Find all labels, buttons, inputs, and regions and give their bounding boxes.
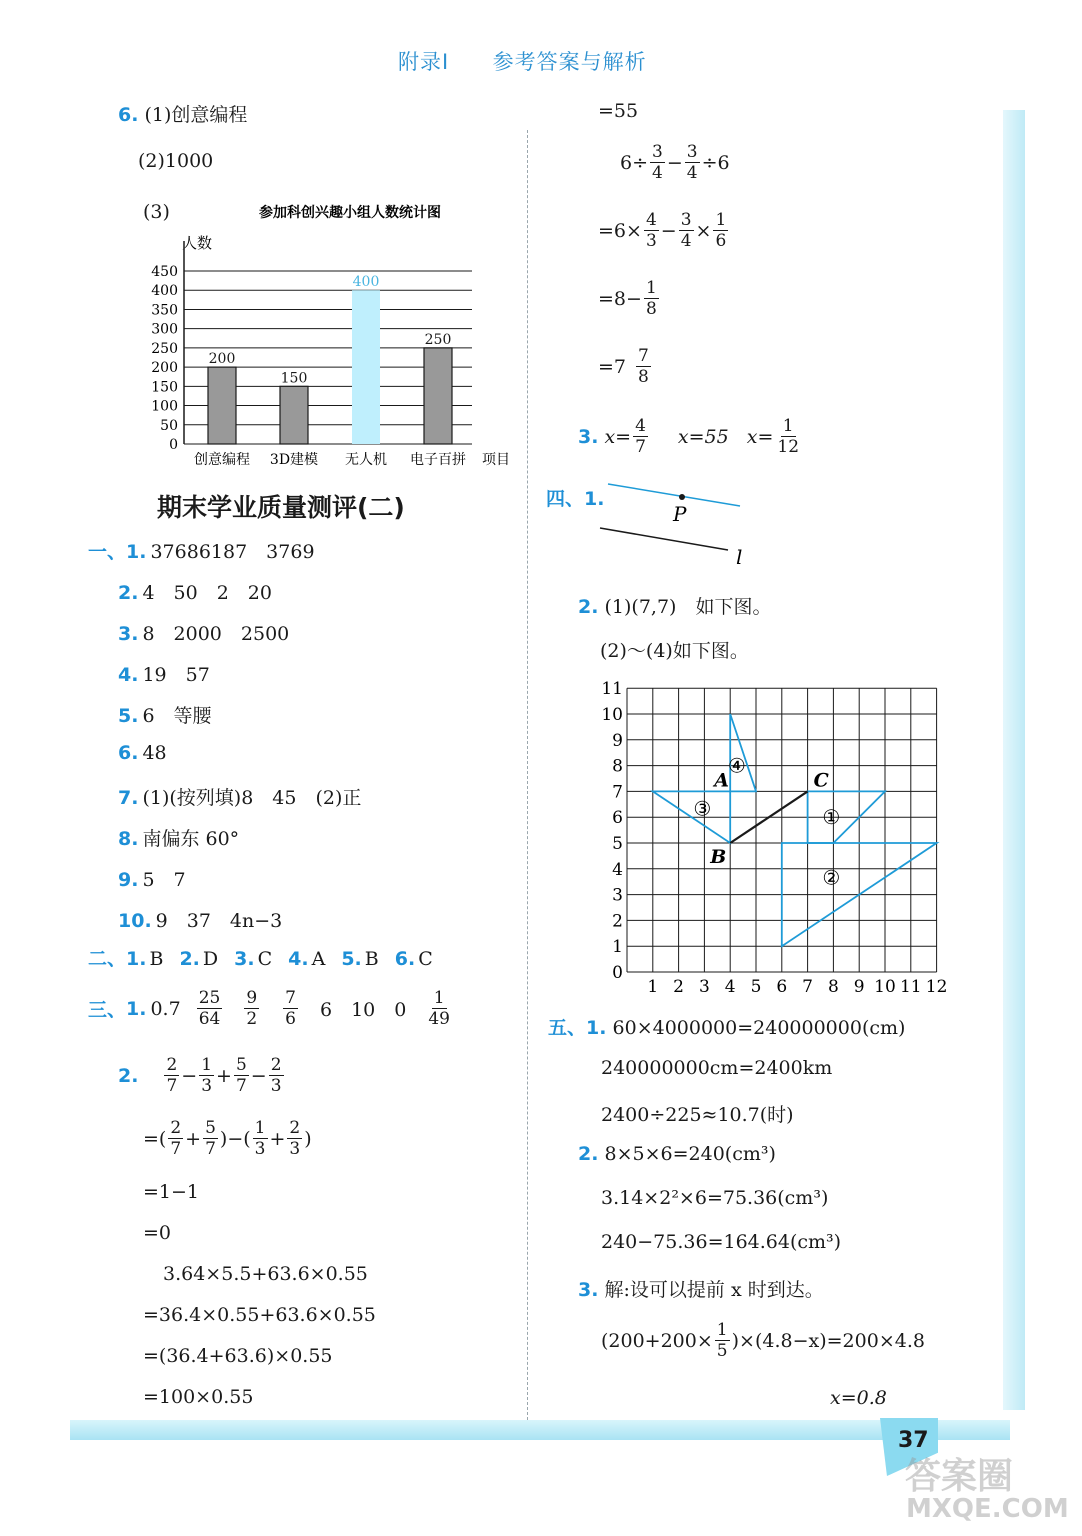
y-tick-label: 2 <box>612 911 623 932</box>
x-category-label: 无人机 <box>345 452 387 468</box>
calc-line: 3.64×5.5+63.6×0.55 <box>163 1263 368 1285</box>
bar-value-label: 150 <box>280 370 308 387</box>
bar <box>424 348 452 444</box>
side-band <box>1003 110 1025 1410</box>
x-tick-label: 11 <box>899 977 922 997</box>
point-label: C <box>813 769 829 792</box>
y-tick-label: 3 <box>612 885 623 906</box>
parallel-lines-figure <box>590 474 760 574</box>
x-axis-label: 项目 <box>482 452 510 468</box>
column-divider <box>527 130 528 1420</box>
answer-item: 4. 19 57 <box>118 664 210 686</box>
point-label: B <box>710 846 727 868</box>
answer-item: 3. 8 2000 2500 <box>118 623 290 645</box>
fraction: $\frac{7}{6}$ <box>285 988 296 1029</box>
choice-number: 4. <box>288 948 309 970</box>
choice-answer: C <box>257 948 273 970</box>
choice-answer: C <box>418 948 433 970</box>
label-p: P <box>673 502 687 526</box>
point-label: A <box>714 769 729 792</box>
y-tick-label: 9 <box>612 730 623 751</box>
exam-title: 期末学业质量测评(二) <box>157 493 405 522</box>
calc-line: =100×0.55 <box>143 1386 254 1408</box>
calc-line: =( $\frac{2}{7}$ + $\frac{5}{7}$ )−( $\frac{1}{3}$ + $\frac{2}{3}$ ) <box>143 1118 312 1159</box>
calc-line: =36.4×0.55+63.6×0.55 <box>143 1304 376 1326</box>
x-category-label: 电子百拼 <box>410 452 466 468</box>
choice-answer: B <box>364 948 379 970</box>
answer-item: 10. 9 37 4n−3 <box>118 910 283 932</box>
x-tick-label: 12 <box>925 977 948 997</box>
fraction: $\frac{1}{49}$ <box>428 988 450 1029</box>
y-tick-label: 100 <box>151 398 178 415</box>
y-tick-label: 300 <box>151 321 178 338</box>
appendix-label: 附录Ⅰ <box>398 50 450 74</box>
x-tick-label: 6 <box>776 977 788 997</box>
q6-part2: (2)1000 <box>138 150 214 172</box>
y-tick-label: 11 <box>601 679 623 700</box>
y-tick-label: 7 <box>612 782 623 803</box>
bar <box>352 290 380 444</box>
page-number: 37 <box>898 1428 929 1453</box>
section-five-q2: 2. 8×5×6=240(cm³) <box>578 1143 776 1165</box>
shape-label: ③ <box>693 796 712 821</box>
y-tick-label: 10 <box>601 705 623 725</box>
choice-number: 1. <box>126 948 147 970</box>
bar <box>208 367 236 444</box>
x-tick-label: 4 <box>724 977 736 997</box>
y-tick-label: 50 <box>160 417 178 434</box>
bar-chart <box>140 196 520 476</box>
bar-value-label: 200 <box>208 351 236 368</box>
x-tick-label: 10 <box>874 977 896 997</box>
label-l: l <box>736 545 743 569</box>
header-title: 参考答案与解析 <box>492 50 647 74</box>
final-answer: x=0.8 <box>830 1387 887 1409</box>
section-five-q1: 五、1. 60×4000000=240000000(cm) <box>548 1017 906 1039</box>
calc-line: =7 $\frac{7}{8}$ <box>598 346 649 387</box>
chart-ylabel: 人数 <box>182 234 213 252</box>
y-tick-label: 0 <box>612 963 623 983</box>
calc-line: =(36.4+63.6)×0.55 <box>143 1345 333 1367</box>
bar-value-label: 400 <box>352 274 380 291</box>
x-tick-label: 5 <box>750 977 762 997</box>
x-tick-label: 1 <box>647 977 659 997</box>
shape-label: ① <box>822 805 841 830</box>
header <box>398 46 647 76</box>
calc-line: 240000000cm=2400km <box>601 1057 833 1079</box>
y-tick-label: 0 <box>169 437 178 453</box>
y-tick-label: 400 <box>151 283 178 300</box>
bar <box>280 386 308 444</box>
calc-line: 6÷ $\frac{3}{4}$ − $\frac{3}{4}$ ÷6 <box>620 142 730 183</box>
x-category-label: 3D建模 <box>269 452 319 468</box>
equation: (200+200× $\frac{1}{5}$ )×(4.8−x)=200×4.8 <box>601 1320 925 1361</box>
calc-line: =6× $\frac{4}{3}$ − $\frac{3}{4}$ × $\frac{1}{6}$ <box>598 210 727 251</box>
section-four-q1: 四、1. <box>546 488 605 510</box>
x-tick-label: 2 <box>673 977 685 997</box>
shape-label: ② <box>822 865 841 890</box>
y-tick-label: 1 <box>612 937 623 958</box>
fraction: $\frac{25}{64}$ <box>198 988 221 1029</box>
answer-item: 5. 6 等腰 <box>118 705 212 727</box>
y-tick-label: 5 <box>612 834 623 854</box>
coordinate-grid <box>560 672 948 1002</box>
answer-item: 8. 南偏东 60° <box>118 828 240 850</box>
calc-line: 240−75.36=164.64(cm³) <box>601 1231 842 1253</box>
watermark-url: MXQE.COM <box>906 1494 1069 1524</box>
choice-number: 6. <box>394 948 416 970</box>
y-tick-label: 150 <box>151 379 178 396</box>
y-tick-label: 350 <box>151 302 178 319</box>
answer-item: 9. 5 7 <box>118 869 186 891</box>
calc-line: 2400÷225≈10.7(时) <box>601 1104 794 1126</box>
choice-answer: A <box>311 948 326 970</box>
y-tick-label: 4 <box>612 859 623 880</box>
answer-item: 6. 48 <box>118 742 167 764</box>
choice-number: 2. <box>179 948 200 970</box>
section-four-q2b: (2)～(4)如下图。 <box>600 640 749 662</box>
choice-answer: D <box>202 948 219 970</box>
calc-line: =8− $\frac{1}{8}$ <box>598 278 657 319</box>
x-tick-label: 7 <box>802 977 814 997</box>
calc-line: =55 <box>598 100 639 122</box>
bottom-band <box>70 1420 1010 1440</box>
y-tick-label: 6 <box>612 808 623 829</box>
shape-label: ④ <box>727 753 746 778</box>
section-three-q1: 三、 1. 0.7 $\frac{25}{64}$ $\frac{9}{2}$ $\frac{7}{6}$ 6 10 0 $\frac{1}{49}$ <box>88 988 450 1029</box>
point-p <box>679 494 685 500</box>
y-tick-label: 250 <box>151 340 178 357</box>
choice-answer: B <box>149 948 164 970</box>
x-tick-label: 9 <box>853 977 865 997</box>
q3-answers: 3. x= $\frac{4}{7}$ x=55 x= $\frac{1}{12}$ <box>578 416 800 457</box>
x-tick-label: 8 <box>827 977 839 997</box>
answer-item: 一、1. 37686187 3769 <box>88 541 315 563</box>
line-l <box>600 528 728 550</box>
choice-number: 3. <box>234 948 255 970</box>
watermark-logo: 答案圈 <box>905 1456 1014 1497</box>
calc-line: =0 <box>143 1222 172 1244</box>
section-two: 二、1. B 2. D 3. C 4. A 5. B 6. C <box>88 948 433 970</box>
x-tick-label: 3 <box>698 977 710 997</box>
fraction: $\frac{9}{2}$ <box>246 988 258 1029</box>
section-three-q2: 2. $\frac{2}{7}$ − $\frac{1}{3}$ + $\frac{5}{7}$ − $\frac{2}{3}$ <box>118 1055 282 1096</box>
choice-number: 5. <box>341 948 362 970</box>
calc-line: =1−1 <box>143 1181 200 1203</box>
section-five-q3: 3. 解:设可以提前 x 时到达。 <box>578 1279 824 1301</box>
answer-item: 2. 4 50 2 20 <box>118 582 272 604</box>
q6-part1: 6. (1)创意编程 <box>118 104 248 126</box>
x-category-label: 创意编程 <box>194 452 250 468</box>
bar-value-label: 250 <box>424 331 452 348</box>
y-tick-label: 200 <box>151 360 178 377</box>
y-tick-label: 8 <box>612 756 623 777</box>
calc-line: 3.14×2²×6=75.36(cm³) <box>601 1187 829 1209</box>
y-tick-label: 450 <box>151 264 178 280</box>
q6-part3: (3) <box>143 201 170 223</box>
chart-title: 参加科创兴趣小组人数统计图 <box>259 205 441 221</box>
answer-item: 7. (1)(按列填)8 45 (2)正 <box>118 787 362 809</box>
section-four-q2: 2. (1)(7,7) 如下图。 <box>578 596 772 618</box>
